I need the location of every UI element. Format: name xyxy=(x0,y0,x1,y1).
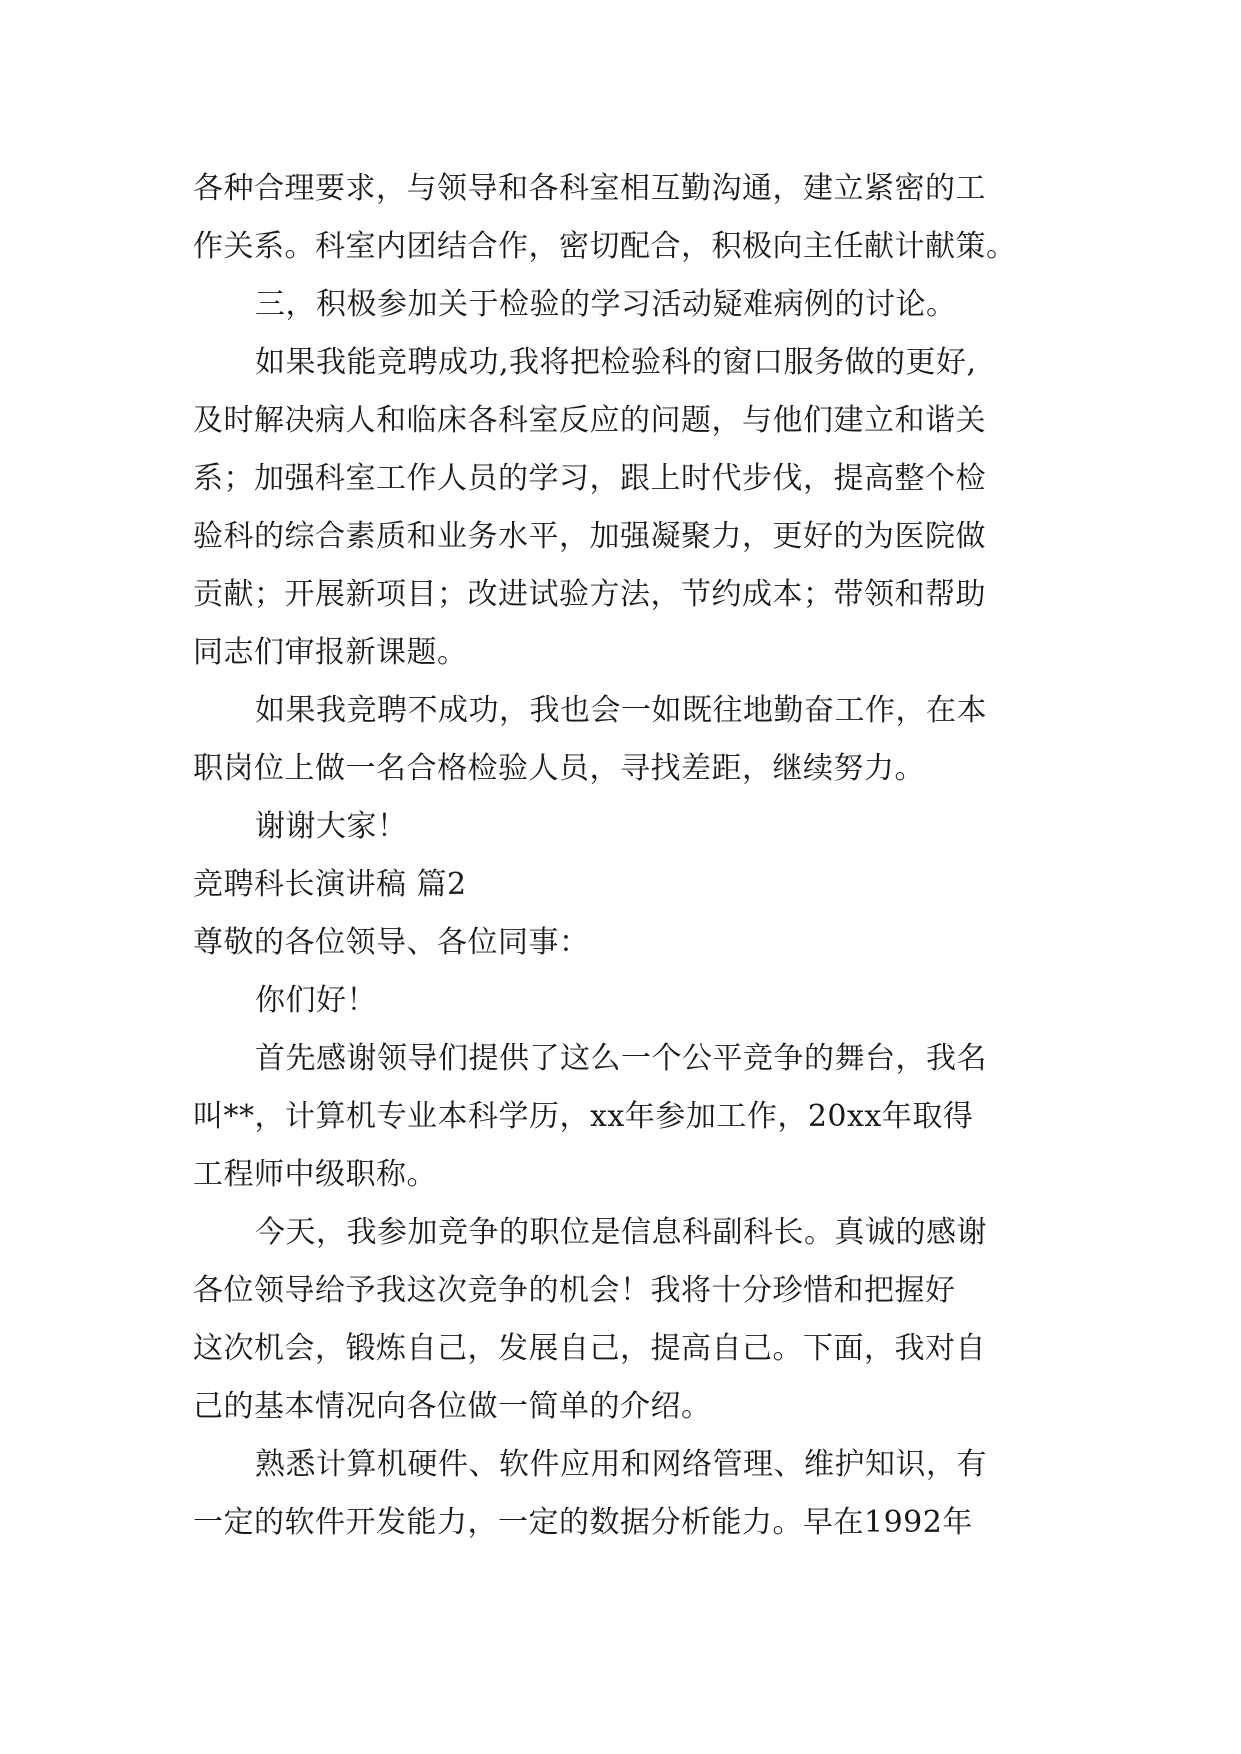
text-line: 同志们审报新课题。 xyxy=(193,635,468,670)
text-line: 叫**，计算机专业本科学历，xx年参加工作，20xx年取得 xyxy=(193,1099,974,1134)
text-line: 首先感谢领导们提供了这么一个公平竞争的舞台，我名 xyxy=(255,1041,987,1076)
text-line: 一定的软件开发能力，一定的数据分析能力。早在1992年 xyxy=(193,1505,973,1540)
text-line: 系；加强科室工作人员的学习，跟上时代步伐，提高整个检 xyxy=(193,461,986,496)
text-line: 三，积极参加关于检验的学习活动疑难病例的讨论。 xyxy=(255,287,957,322)
text-line: 熟悉计算机硬件、软件应用和网络管理、维护知识，有 xyxy=(255,1447,987,1482)
text-line: 验科的综合素质和业务水平，加强凝聚力，更好的为医院做 xyxy=(193,519,986,554)
text-line: 及时解决病人和临床各科室反应的问题，与他们建立和谐关 xyxy=(193,403,986,438)
text-line: 工程师中级职称。 xyxy=(193,1157,437,1192)
text-line: 如果我竞聘不成功，我也会一如既往地勤奋工作，在本 xyxy=(255,693,987,728)
text-line: 尊敬的各位领导、各位同事： xyxy=(193,925,590,960)
text-line: 各种合理要求，与领导和各科室相互勤沟通，建立紧密的工 xyxy=(193,171,986,206)
text-line: 这次机会，锻炼自己，发展自己，提高自己。下面，我对自 xyxy=(193,1331,986,1366)
text-line: 己的基本情况向各位做一简单的介绍。 xyxy=(193,1389,712,1424)
text-line: 竞聘科长演讲稿 篇2 xyxy=(193,867,467,902)
text-line: 如果我能竞聘成功,我将把检验科的窗口服务做的更好, xyxy=(255,345,977,380)
text-line: 作关系。科室内团结合作，密切配合，积极向主任献计献策。 xyxy=(193,229,1017,264)
text-line: 贡献；开展新项目；改进试验方法，节约成本；带领和帮助 xyxy=(193,577,986,612)
text-line: 各位领导给予我这次竞争的机会！我将十分珍惜和把握好 xyxy=(193,1273,956,1308)
text-line: 谢谢大家！ xyxy=(255,809,408,844)
document-body xyxy=(193,160,1053,1552)
text-line: 职岗位上做一名合格检验人员，寻找差距，继续努力。 xyxy=(193,751,925,786)
text-line: 你们好！ xyxy=(255,983,377,1018)
text-line: 今天，我参加竞争的职位是信息科副科长。真诚的感谢 xyxy=(255,1215,987,1250)
